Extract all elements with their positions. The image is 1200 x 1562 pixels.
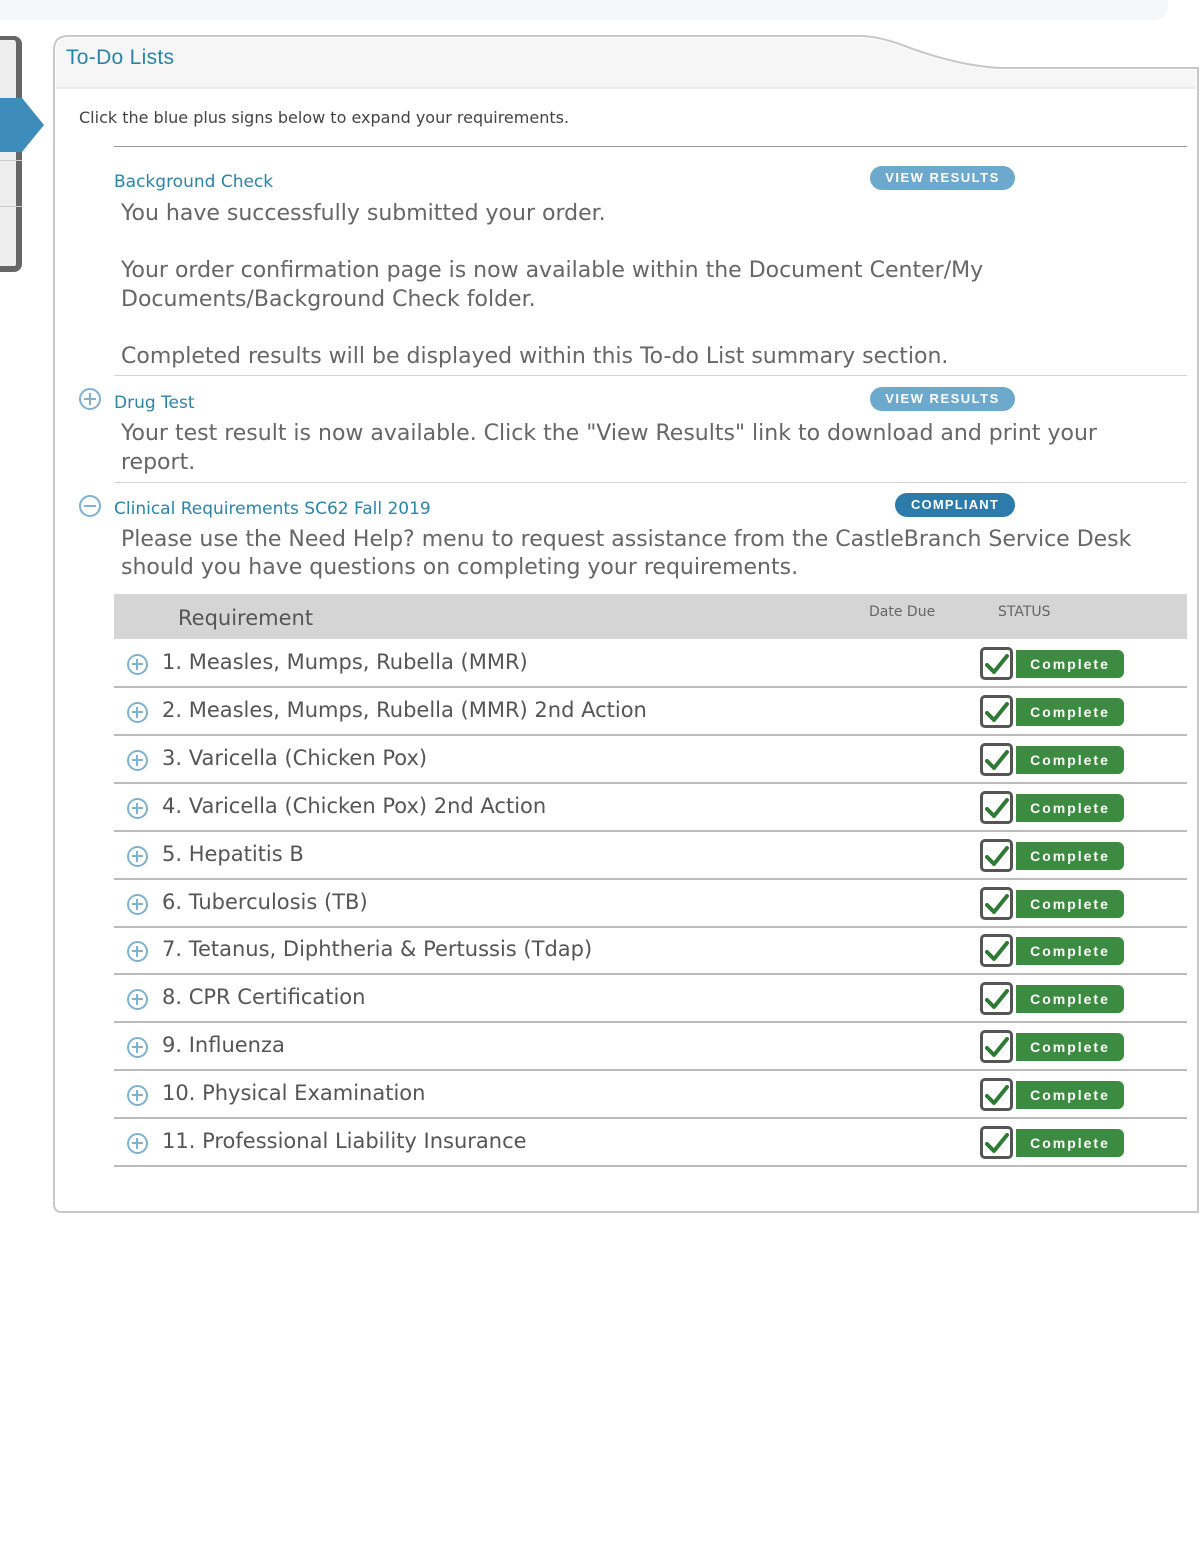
expand-plus-icon[interactable] <box>127 1085 148 1106</box>
table-row[interactable] <box>114 1119 1187 1167</box>
status-complete-label: Complete <box>1016 1033 1124 1061</box>
status-complete-label: Complete <box>1016 1129 1124 1157</box>
status-complete-label: Complete <box>1016 937 1124 965</box>
status-complete-label: Complete <box>1016 794 1124 822</box>
background-check-title[interactable]: Background Check <box>114 172 274 192</box>
expand-plus-icon[interactable] <box>127 1037 148 1058</box>
table-row[interactable] <box>114 880 1187 928</box>
requirement-label[interactable]: 11. Professional Liability Insurance <box>162 1129 527 1153</box>
expand-plus-icon[interactable] <box>127 702 148 723</box>
background-check-message: Your order confirmation page is now available within the Document Center/My Documents/Background Check folder. <box>121 258 984 312</box>
collapse-minus-icon[interactable] <box>79 495 101 517</box>
table-row[interactable] <box>114 1023 1187 1071</box>
date-due-column-header[interactable]: Date Due <box>869 604 936 620</box>
expand-plus-icon[interactable] <box>127 1133 148 1154</box>
status-badge <box>980 886 1126 920</box>
status-badge <box>980 1077 1126 1111</box>
divider <box>114 375 1187 376</box>
table-row[interactable] <box>114 975 1187 1023</box>
clinical-requirements-title[interactable]: Clinical Requirements SC62 Fall 2019 <box>114 499 431 519</box>
drug-test-title[interactable]: Drug Test <box>114 393 195 413</box>
compliant-badge: COMPLIANT <box>895 493 1015 517</box>
expand-plus-icon[interactable] <box>127 798 148 819</box>
requirement-label[interactable]: 8. CPR Certification <box>162 985 366 1009</box>
checkmark-icon <box>980 1126 1013 1159</box>
table-row[interactable] <box>114 736 1187 784</box>
table-row[interactable] <box>114 640 1187 688</box>
clinical-help-message: Please use the Need Help? menu to request assistance from the CastleBranch Service Desk should you have questions on completing your requirements. <box>121 527 1132 580</box>
status-badge <box>980 646 1126 680</box>
status-badge <box>980 1125 1126 1159</box>
expand-plus-icon[interactable] <box>127 941 148 962</box>
checkmark-icon <box>980 647 1013 680</box>
status-complete-label: Complete <box>1016 842 1124 870</box>
status-column-header[interactable]: STATUS <box>998 604 1051 620</box>
requirement-label[interactable]: 3. Varicella (Chicken Pox) <box>162 746 428 770</box>
expand-plus-icon[interactable] <box>127 750 148 771</box>
view-results-button[interactable]: VIEW RESULTS <box>870 166 1015 190</box>
expand-plus-icon[interactable] <box>127 894 148 915</box>
checkmark-icon <box>980 695 1013 728</box>
expand-plus-icon[interactable] <box>127 989 148 1010</box>
checkmark-icon <box>980 982 1013 1015</box>
background-check-message: You have successfully submitted your order. <box>121 201 606 226</box>
checkmark-icon <box>980 887 1013 920</box>
table-row[interactable] <box>114 688 1187 736</box>
requirement-label[interactable]: 7. Tetanus, Diphtheria & Pertussis (Tdap) <box>162 937 593 961</box>
expand-plus-icon[interactable] <box>79 388 101 410</box>
status-complete-label: Complete <box>1016 650 1124 678</box>
status-badge <box>980 933 1126 967</box>
instructions-text: Click the blue plus signs below to expand your requirements. <box>79 108 570 127</box>
view-results-button[interactable]: VIEW RESULTS <box>870 387 1015 411</box>
status-badge <box>980 838 1126 872</box>
expand-plus-icon[interactable] <box>127 654 148 675</box>
checkmark-icon <box>980 743 1013 776</box>
requirement-label[interactable]: 2. Measles, Mumps, Rubella (MMR) 2nd Action <box>162 698 647 722</box>
table-row[interactable] <box>114 832 1187 880</box>
divider <box>114 482 1187 483</box>
expand-plus-icon[interactable] <box>127 846 148 867</box>
requirement-label[interactable]: 1. Measles, Mumps, Rubella (MMR) <box>162 650 528 674</box>
table-row[interactable] <box>114 784 1187 832</box>
requirement-label[interactable]: 10. Physical Examination <box>162 1081 426 1105</box>
checkmark-icon <box>980 934 1013 967</box>
requirement-label[interactable]: 9. Influenza <box>162 1033 285 1057</box>
background-check-message: Completed results will be displayed within this To-do List summary section. <box>121 344 949 369</box>
status-complete-label: Complete <box>1016 985 1124 1013</box>
checkmark-icon <box>980 1078 1013 1111</box>
status-complete-label: Complete <box>1016 698 1124 726</box>
status-badge <box>980 981 1126 1015</box>
status-badge <box>980 790 1126 824</box>
table-row[interactable] <box>114 927 1187 975</box>
requirements-table-header <box>114 594 1187 639</box>
page-title: To-Do Lists <box>66 46 175 69</box>
requirement-label[interactable]: 5. Hepatitis B <box>162 842 304 866</box>
status-complete-label: Complete <box>1016 890 1124 918</box>
status-badge <box>980 1029 1126 1063</box>
status-badge <box>980 694 1126 728</box>
checkmark-icon <box>980 791 1013 824</box>
status-badge <box>980 742 1126 776</box>
requirement-column-header[interactable]: Requirement <box>178 606 314 630</box>
table-row[interactable] <box>114 1071 1187 1119</box>
drug-test-message: Your test result is now available. Click the "View Results" link to download and print your report. <box>121 421 1097 475</box>
requirement-label[interactable]: 6. Tuberculosis (TB) <box>162 890 368 914</box>
checkmark-icon <box>980 1030 1013 1063</box>
requirement-label[interactable]: 4. Varicella (Chicken Pox) 2nd Action <box>162 794 547 818</box>
checkmark-icon <box>980 839 1013 872</box>
divider <box>114 146 1187 147</box>
status-complete-label: Complete <box>1016 1081 1124 1109</box>
status-complete-label: Complete <box>1016 746 1124 774</box>
